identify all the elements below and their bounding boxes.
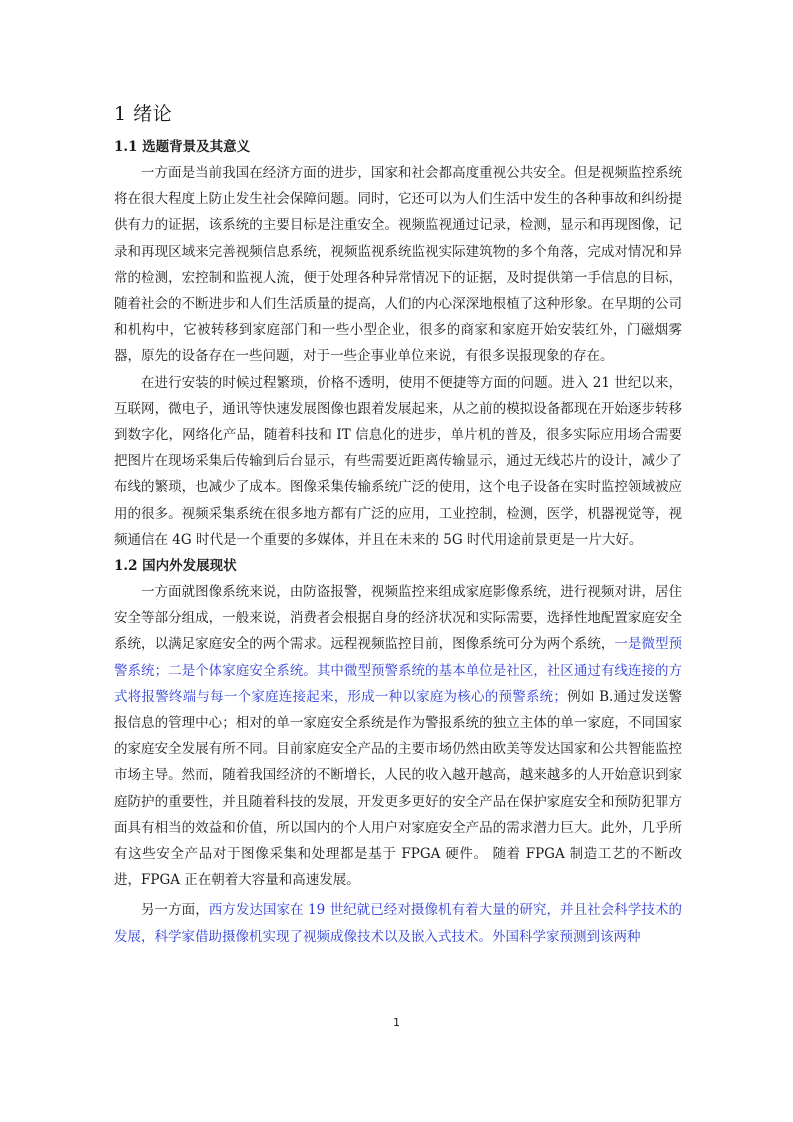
paragraph-3-part-c: 例如 B.通过发送警报信息的管理中心；相对的单一家庭安全系统是作为警报系统的独立主体的单一家庭，不同国家的家庭安全发展有所不同。目前家庭安全产品的主要市场仍然由欧美等发达国家和公共智能监控市场主导。然而，随着我国经济的不断增长，人民的收入越开越高，越来越多的人开始意识到家庭防护的重要性，并且随着科技的发展，开发更多更好的安全产品在保护家庭安全和预防犯罪方面具有相当的效益和价值，所以国内的个人用户对家庭安全产品的需求潜力巨大。此外，几乎所有这些安全产品对于图像采集和处理都是基于 FPGA 硬件。 随着 FPGA 制造工艺的不断改进，FPGA 正在朝着大容量和高速发展。 xyxy=(114,688,682,889)
paragraph-3-highlight: 一是微型预警系统；二是个体家庭安全系统。其中微型预警系统的基本单位是社区，社区通过有线连接的方式将报警终端与每一个家庭连接起来，形成一种以家庭为核心的预警系统； xyxy=(114,636,683,705)
section-heading-1-2: 1.2 国内外发展现状 xyxy=(114,558,237,575)
paragraph-3-part-a: 一方面就图像系统来说，由防盗报警，视频监控来组成家庭影像系统，进行视频对讲，居住安全等部分组成，一般来说，消费者会根据自身的经济状况和实际需要，选择性地配置家庭安全系统，以满足家庭安全的两个需求。远程视频监控目前，图像系统可分为两个系统， xyxy=(114,584,682,653)
paragraph-4-highlight: 西方发达国家在 19 世纪就已经对摄像机有着大量的研究，并且社会科学技术的发展，科学家借助摄像机实现了视频成像技术以及嵌入式技术。外国科学家预测到该两种 xyxy=(114,902,683,945)
paragraph-2: 在进行安装的时候过程繁琐，价格不透明，使用不便捷等方面的问题。进入 21 世纪以来，互联网，微电子，通讯等快速发展图像也跟着发展起来，从之前的模拟设备都现在开始逐步转移到数字化，网络化产品，随着科技和 IT 信息化的进步，单片机的普及，很多实际应用场合需要把图片在现场采集后传输到后台显示，有些需要近距离传输显示，通过无线芯片的设计，减少了布线的繁琐，也减少了成本。图像采集传输系统广泛的使用，这个电子设备在实时监控领域被应用的很多。视频采集系统在很多地方都有广泛的应用，工业控制，检测，医学，机器视觉等，视频通信在 4G 时代是一个重要的多媒体，并且在未来的 5G 时代用途前景更是一片大好。 xyxy=(114,374,682,548)
paragraph-4 xyxy=(114,897,682,949)
paragraph-4-part-a: 另一方面， xyxy=(141,902,209,919)
paragraph-3 xyxy=(114,579,682,893)
page-content xyxy=(114,100,682,950)
section-heading-1-1: 1.1 选题背景及其意义 xyxy=(114,139,251,155)
page-number: 1 xyxy=(393,1016,400,1029)
paragraph-1: 一方面是当前我国在经济方面的进步，国家和社会都高度重视公共安全。但是视频监控系统将在很大程度上防止发生社会保障问题。同时，它还可以为人们生活中发生的各种事故和纠纷提供有力的证据，该系统的主要目标是注重安全。视频监视通过记录，检测，显示和再现图像，记录和再现区域来完善视频信息系统，视频监视系统监视实际建筑物的多个角落，完成对情况和异常的检测，宏控制和监视人流，便于处理各种异常情况下的证据，及时提供第一手信息的目标，随着社会的不断进步和人们生活质量的提高，人们的内心深深地根植了这种形象。在早期的公司和机构中，它被转移到家庭部门和一些小型企业，很多的商家和家庭开始安装红外，门磁烟雾器，原先的设备存在一些问题，对于一些企事业单位来说，有很多误报现象的存在。 xyxy=(114,165,682,365)
chapter-title: 1 绪论 xyxy=(114,103,173,125)
